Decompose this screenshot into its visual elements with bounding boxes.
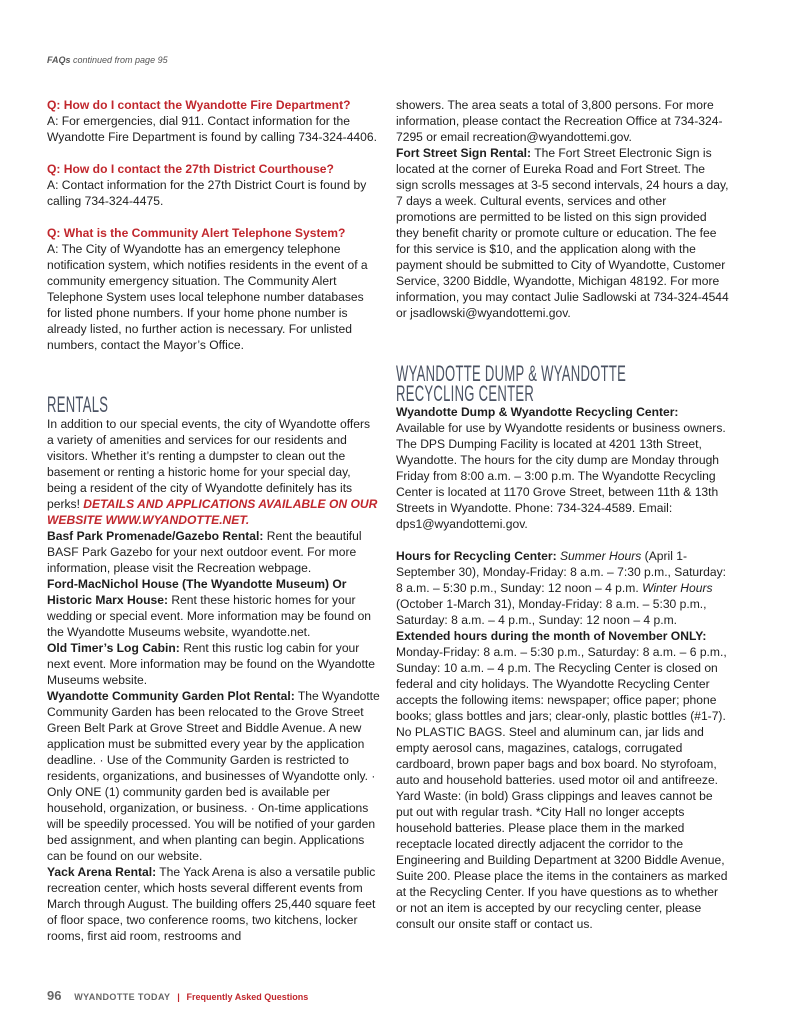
faq-question: Q: How do I contact the 27th District Courthouse? [47, 162, 334, 176]
text-run: Summer Hours [559, 549, 642, 563]
rentals-heading: RENTALS [47, 392, 109, 417]
text-run: The Yack Arena is also a versatile public recreation center, which hosts several different events from March through August. The building offers 25,440 square feet of floor space, two conference rooms, two kitchens, locker rooms, first aid room, restrooms and [47, 865, 376, 943]
website-callout: DETAILS AND APPLICATIONS AVAILABLE ON OUR WEBSITE WWW.WYANDOTTE.NET. [47, 497, 378, 527]
text-run: In addition to our special events, the city of Wyandotte offers a variety of amenities and services for our residents and visitors. Whether it’s renting a dumpster to clean out the basement or renting a historic home for your special day, being a resident of the city of Wyandotte definitely has its perks! [47, 417, 371, 511]
paragraph [396, 145, 729, 321]
faq-answer: A: The City of Wyandotte has an emergency telephone notification system, which notifies residents in the event of a community emergency situation. The Community Alert Telephone System uses local telephone number databases for listed phone numbers. If your home phone number is already listed, no further action is necessary. For unlisted numbers, contact the Mayor’s Office. [47, 242, 368, 352]
bold-lead: Fort Street Sign Rental: [396, 146, 532, 160]
recycling-body [396, 404, 729, 932]
continued-text: continued from page 95 [70, 55, 168, 65]
paragraph [47, 864, 380, 944]
paragraph [47, 576, 380, 640]
paragraph [47, 640, 380, 688]
bold-lead: Basf Park Promenade/Gazebo Rental: [47, 529, 264, 543]
bold-lead: Yack Arena Rental: [47, 865, 157, 879]
text-run: The Fort Street Electronic Sign is located at the corner of Eureka Road and Fort Street. The sign scrolls messages at 3-5 second intervals, 24 hours a day, 7 days a week. Cultural events, services and other promotions are permitted to be listed on this sign provided they benefit charity or promote culture or education. The fee for this service is $10, and the application along with the payment should be submitted to City of Wyandotte, Customer Service, 3200 Biddle, Wyandotte, Michigan 48192. For more information, you may contact Julie Sadlowski at 734-324-4544 or jsadlowski@wyandottemi.gov. [396, 146, 729, 320]
bold-lead: Wyandotte Dump & Wyandotte Recycling Center: [396, 405, 679, 419]
text-run: The Wyandotte Community Garden has been relocated to the Grove Street Green Belt Park at Grove Street and Biddle Avenue. A new application must be submitted every year by the application deadline. · Use of the Community Garden is restricted to residents, organizations, and businesses of Wyandotte only. · Only ONE (1) community garden bed is available per household, organization, or business. · On-time applications will be speedily processed. You will be notified of your garden bed assignment, and when planting can begin. Applications can be found on our website. [47, 689, 380, 863]
text-run: Available for use by Wyandotte residents or business owners. The DPS Dumping Facility is located at 4201 13th Street, Wyandotte. The hours for the city dump are Monday through Friday from 8:00 a.m. – 3:00 p.m. The Wyandotte Recycling Center is located at 1170 Grove Street, between 11th & 13th Streets in Wyandotte. Phone: 734-324-4589. Email: dps1@wyandottemi.gov. [396, 421, 726, 531]
magazine-name: WYANDOTTE TODAY [74, 992, 171, 1002]
rentals-body [47, 416, 380, 944]
text-run: Monday-Friday: 8 a.m. – 5:30 p.m., Saturday: 8 a.m. – 6 p.m., Sunday: 10 a.m. – 4 p.m. The Recycling Center is closed on federal and city holidays. The Wyandotte Recycling Center accepts the following items: newspaper; office paper; phone books; glass bottles and jars; clear-only, plastic bottles (#1-7). No PLASTIC BAGS. Steel and aluminum can, jar lids and empty aerosol cans, magazines, catalogs, corrugated cardboard, brown paper bags and box board. No styrofoam, auto and household batteries. used motor oil and antifreeze. Yard Waste: (in bold) Grass clippings and leaves cannot be put out with regular trash. *City Hall no longer accepts household batteries. Please place them in the marked receptacle located directly adjacent the corridor to the Engineering and Building Department at 3200 Biddle Avenue, Suite 200. Please place the items in the containers as marked at the Recycling Center. If you have questions as to whether or not an item is accepted by our recycling center, please consult our onsite staff or contact us. [396, 645, 728, 931]
paragraph [47, 416, 380, 528]
paragraph [396, 97, 729, 145]
page-number: 96 [47, 988, 62, 1003]
text-run: (October 1-March 31), Monday-Friday: 8 a.m. – 5:30 p.m., Saturday: 8 a.m. – 4 p.m., Sunday: 12 noon – 4 p.m. [396, 597, 707, 627]
bold-lead: Hours for Recycling Center: [396, 549, 557, 563]
text-run: (April 1-September 30), Monday-Friday: 8 a.m. – 7:30 p.m., Saturday: 8 a.m. – 5:30 p.m., Sunday: 12 noon – 4 p.m. [396, 549, 727, 595]
page-footer [47, 988, 308, 1003]
bold-lead: Wyandotte Community Garden Plot Rental: [47, 689, 295, 703]
text-run: Rent this rustic log cabin for your next event. More information may be found on the Wyandotte Museums website. [47, 641, 375, 687]
faq-answer: A: Contact information for the 27th District Court is found by calling 734-324-4475. [47, 178, 367, 208]
bold-lead: Old Timer’s Log Cabin: [47, 641, 180, 655]
paragraph [396, 404, 729, 532]
text-run: Winter Hours [642, 581, 713, 595]
recycling-heading-line2: RECYCLING CENTER [396, 381, 535, 406]
faq-question: Q: How do I contact the Wyandotte Fire Department? [47, 98, 351, 112]
continued-bold: FAQs [47, 55, 71, 65]
text-run: Rent these historic homes for your wedding or special event. More information may be found on the Wyandotte Museums website, wyandotte.net. [47, 593, 372, 639]
rentals-body-continued [396, 97, 729, 321]
paragraph [47, 688, 380, 864]
paragraph [47, 528, 380, 576]
bold-lead: Extended hours during the month of November ONLY: [396, 629, 707, 643]
section-name: Frequently Asked Questions [186, 992, 309, 1002]
faq-section [47, 97, 380, 353]
continued-note [47, 55, 168, 65]
paragraph [396, 548, 729, 932]
text-run: Rent the beautiful BASF Park Gazebo for your next outdoor event. For more information, please visit the Recreation webpage. [47, 529, 362, 575]
bold-lead: Ford-MacNichol House (The Wyandotte Museum) Or Historic Marx House: [47, 577, 347, 607]
footer-separator: | [177, 992, 180, 1002]
faq-question: Q: What is the Community Alert Telephone System? [47, 226, 346, 240]
text-run: showers. The area seats a total of 3,800 persons. For more information, please contact the Recreation Office at 734-324-7295 or email recreation@wyandottemi.gov. [396, 98, 723, 144]
faq-answer: A: For emergencies, dial 911. Contact information for the Wyandotte Fire Department is found by calling 734-324-4406. [47, 114, 377, 144]
recycling-heading-line1: WYANDOTTE DUMP & WYANDOTTE [396, 361, 627, 386]
